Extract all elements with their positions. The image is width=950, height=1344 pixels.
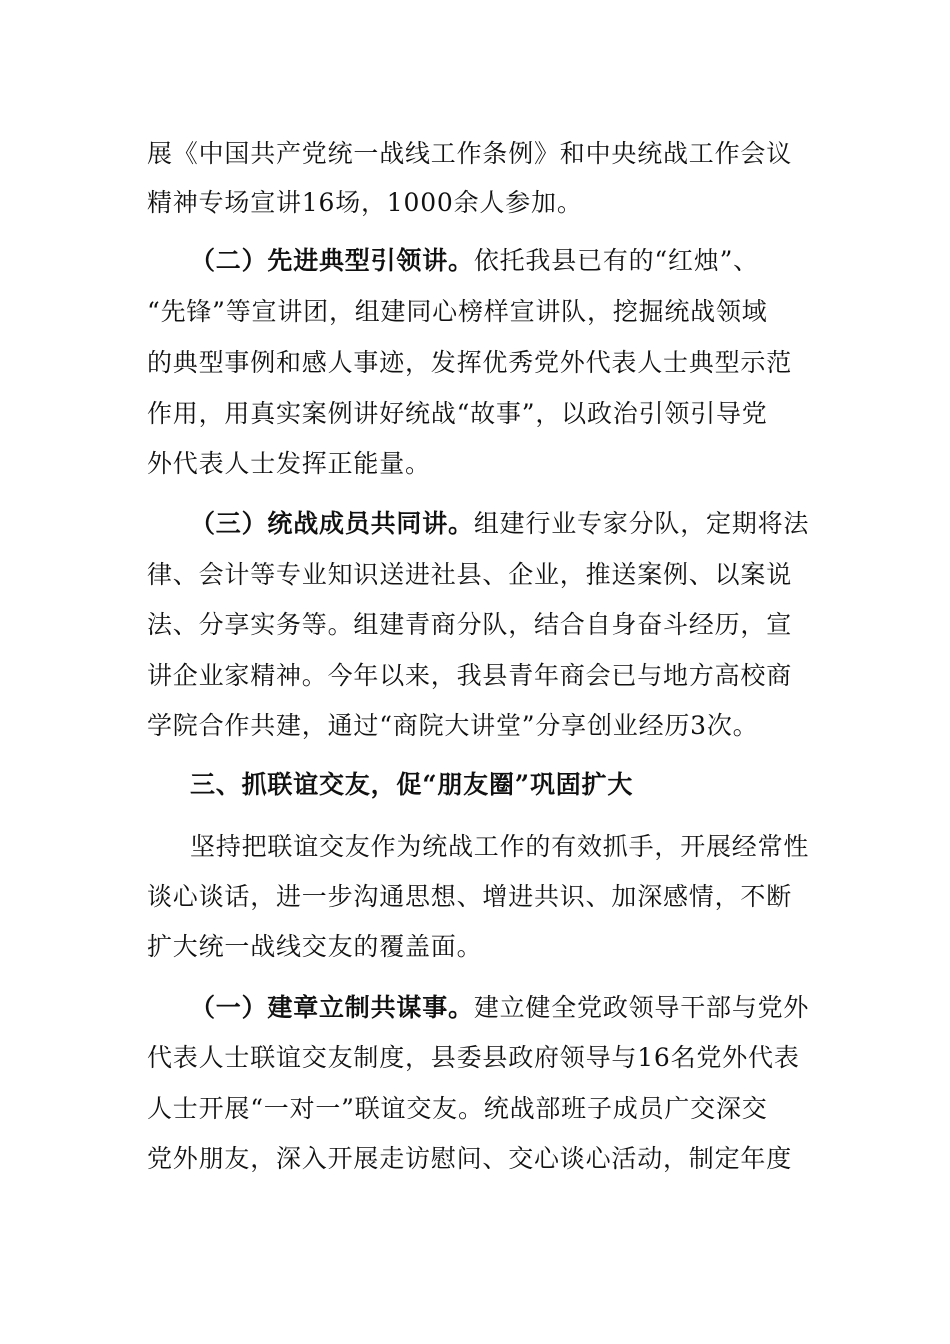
text-line: 讲企业家精神。今年以来，我县青年商会已与地方高校商 [147, 661, 793, 690]
paragraph-first-line [190, 507, 810, 541]
text-line: 党外朋友，深入开展走访慰问、交心谈心活动，制定年度 [147, 1144, 793, 1173]
text-line: 律、会计等专业知识送进社县、企业，推送案例、以案说 [147, 560, 793, 589]
text-line: 学院合作共建，通过“商院大讲堂”分享创业经历3次。 [147, 711, 759, 740]
subsection-label: （二）先进典型引领讲。 [190, 246, 474, 275]
text-line: “先锋”等宣讲团，组建同心榜样宣讲队，挖掘统战领域 [147, 297, 768, 326]
paragraph-first-line [190, 991, 810, 1025]
text-line: 精神专场宣讲16场，1000余人参加。 [147, 188, 583, 217]
text-line: 扩大统一战线交友的覆盖面。 [147, 932, 483, 961]
paragraph-text: 依托我县已有的“红烛”、 [473, 246, 759, 275]
paragraph-text: 建立健全党政领导干部与党外 [473, 993, 810, 1022]
paragraph-text: 组建行业专家分队，定期将法 [473, 509, 810, 538]
text-line: 法、分享实务等。组建青商分队，结合自身奋斗经历，宣 [147, 610, 793, 639]
text-line: 坚持把联谊交友作为统战工作的有效抓手，开展经常性 [190, 832, 810, 861]
text-line: 作用，用真实案例讲好统战“故事”，以政治引领引导党 [147, 399, 768, 428]
text-line: 展《中国共产党统一战线工作条例》和中央统战工作会议 [147, 139, 793, 168]
paragraph-first-line [190, 244, 807, 278]
text-line: 人士开展“一对一”联谊交友。统战部班子成员广交深交 [147, 1094, 768, 1123]
text-line: 代表人士联谊交友制度，县委县政府领导与16名党外代表 [147, 1043, 800, 1072]
section-heading: 三、抓联谊交友，促“朋友圈”巩固扩大 [190, 770, 634, 799]
text-line: 谈心谈话，进一步沟通思想、增进共识、加深感情，不断 [147, 882, 793, 911]
subsection-label: （三）统战成员共同讲。 [190, 509, 474, 538]
text-line: 外代表人士发挥正能量。 [147, 449, 431, 478]
text-line: 的典型事例和感人事迹，发挥优秀党外代表人士典型示范 [147, 348, 793, 377]
subsection-label: （一）建章立制共谋事。 [190, 993, 474, 1022]
